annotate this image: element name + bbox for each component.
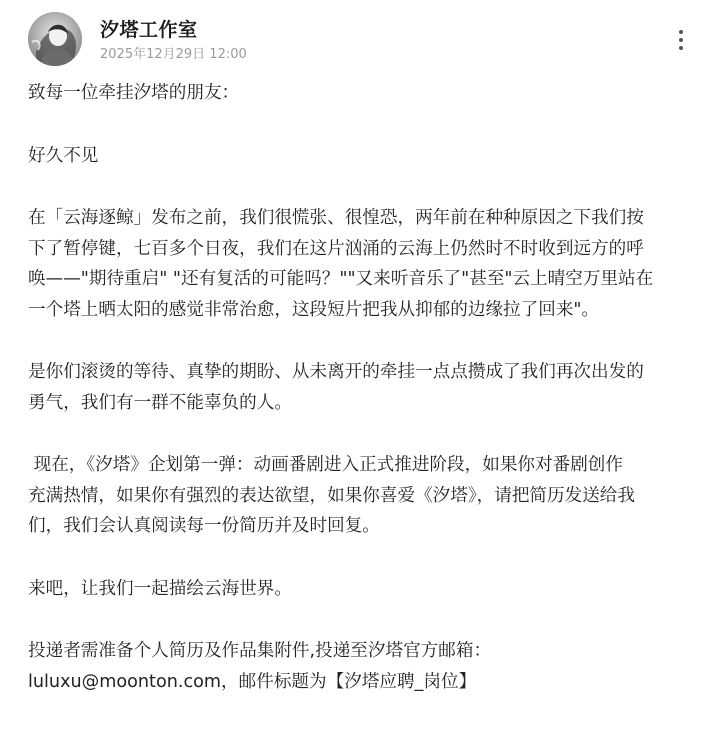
recruitment-paragraph: 现在，《汐塔》企划第一弹：动画番剧进入正式推进阶段，如果你对番剧创作 充满热情，如果你有强烈的表达欲望，如果你喜爱《汐塔》，请把简历发送给我 们，我们会认真阅读每一份简历并及时回复。 <box>28 455 635 536</box>
long-time-no-see-paragraph: 好久不见 <box>28 145 99 166</box>
greeting-paragraph: 致每一位牵挂汐塔的朋友： <box>28 83 240 103</box>
more-vertical-icon-dot <box>679 46 683 50</box>
application-paragraph <box>28 636 708 697</box>
post-body <box>28 78 708 697</box>
post-header <box>0 0 720 72</box>
author-avatar[interactable] <box>28 12 82 66</box>
email-subject-note: ，邮件标题为【汐塔应聘_岗位】 <box>221 671 477 692</box>
more-vertical-icon <box>679 30 683 34</box>
more-vertical-icon-dot <box>679 38 683 42</box>
post-timestamp: 2025年12月29日 12:00 <box>100 47 247 62</box>
more-options-button[interactable] <box>666 22 696 58</box>
gratitude-paragraph: 是你们滚烫的等待、真挚的期盼、从未离开的牵挂一点点攒成了我们再次出发的 勇气，我们有一群不能辜负的人。 <box>28 362 644 413</box>
story-paragraph: 在「云海逐鲸」发布之前，我们很慌张、很惶恐，两年前在种种原因之下我们按 下了暂停键，七百多个日夜，我们在这片汹涌的云海上仍然时不时收到远方的呼 唤——"期待重启" "还有复活的可能吗？""又来听音乐了"甚至"云上晴空万里站在 一个塔上晒太阳的感觉非常治愈，这段短片把我从抑郁的边缘拉了回来"。 <box>28 208 654 320</box>
author-name[interactable]: 汐塔工作室 <box>100 19 198 41</box>
official-email-link[interactable]: luluxu@moonton.com <box>28 671 222 692</box>
application-instructions: 投递者需准备个人简历及作品集附件,投递至汐塔官方邮箱： <box>28 641 492 661</box>
invitation-paragraph: 来吧，让我们一起描绘云海世界。 <box>28 578 292 599</box>
avatar-image <box>28 12 82 66</box>
